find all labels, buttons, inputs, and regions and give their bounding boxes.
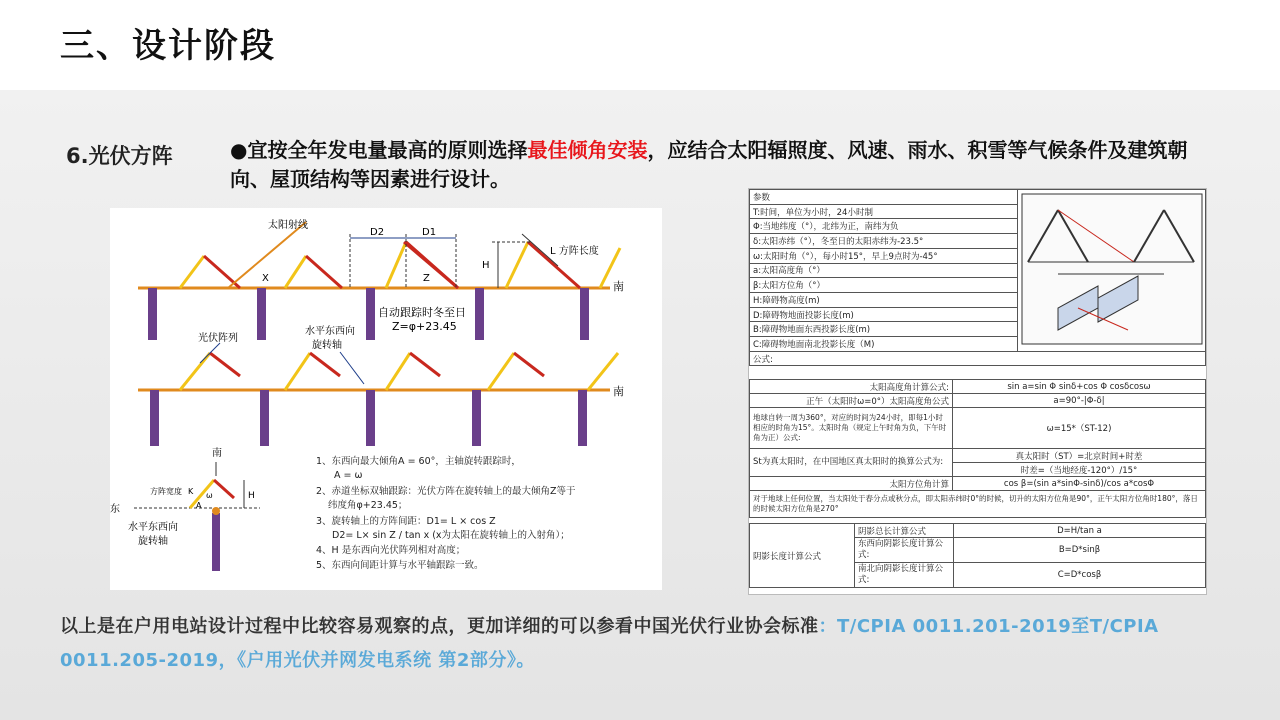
- formula-table-grid: [749, 189, 1206, 366]
- small-south-label: 南: [212, 448, 222, 459]
- formula-value: 真太阳时（ST）=北京时间+时差: [953, 449, 1206, 463]
- small-k-label: K: [188, 487, 194, 496]
- note-line-8: 5、东西向间距计算与水平轴跟踪一致。: [316, 560, 484, 571]
- bullet-marker: ●: [230, 138, 248, 162]
- tracking-note-2: Z=φ+23.45: [392, 320, 457, 333]
- bullet-highlight: 最佳倾角安装: [527, 138, 648, 162]
- bullet-text-before: 宜按全年发电量最高的原则选择: [247, 138, 528, 162]
- formula-label: 正午（太阳时ω=0°）太阳高度角公式: [750, 394, 953, 408]
- formula-label: 太阳高度角计算公式:: [750, 380, 953, 394]
- note-line-5: 3、旋转轴上的方阵间距：D1= L × cos Z: [316, 516, 496, 527]
- note-line-7: 4、H 是东西向光伏阵列相对高度；: [316, 545, 466, 556]
- formula-value: 时差=（当地经度-120°）/15°: [953, 463, 1206, 477]
- param-row: B:障碍物地面东西投影长度(m): [750, 322, 1018, 337]
- note-line-3: 2、赤道坐标双轴跟踪：光伏方阵在旋转轴上的最大倾角Z等于: [316, 486, 576, 497]
- h-label: H: [482, 260, 490, 271]
- formula-value: a=90°-|Φ-δ|: [953, 394, 1206, 408]
- d2-label: D2: [370, 227, 385, 238]
- small-h-label: H: [248, 491, 255, 501]
- shadow-value: C=D*cosβ: [954, 563, 1206, 588]
- footer-text: 以上是在户用电站设计过程中比较容易观察的点，更加详细的可以参看中国光伏行业协会标准: [60, 616, 819, 637]
- array-label: 光伏阵列: [198, 333, 238, 344]
- param-row: T:时间，单位为小时，24小时制: [750, 204, 1018, 219]
- param-row: β:太阳方位角（°）: [750, 278, 1018, 293]
- shadow-label: 阴影总长计算公式: [855, 524, 954, 538]
- x-label: X: [262, 273, 269, 284]
- small-omega-label: ω: [206, 491, 213, 500]
- formula-value: sin a=sin Φ sinδ+cos Φ cosδcosω: [953, 380, 1206, 394]
- bullet-text-after: ，应结合太阳辐照度、风速、雨水、积雪等气候条件及建筑朝向、屋顶结构等因素进行设计。: [230, 138, 1188, 191]
- shadow-value: B=D*sinβ: [954, 538, 1206, 563]
- formula-value: cos β=(sin a*sinΦ-sinδ)/cos a*cosΦ: [953, 477, 1206, 491]
- section-label: 6.光伏方阵: [66, 144, 173, 168]
- param-row: a:太阳高度角（°）: [750, 263, 1018, 278]
- param-row: H:障碍物高度(m): [750, 293, 1018, 308]
- small-a-label: A: [196, 501, 202, 510]
- footer-paragraph: [60, 610, 1210, 678]
- shadow-table: [749, 523, 1206, 588]
- formula-label: St为真太阳时，在中国地区真太阳时的换算公式为:: [750, 449, 953, 477]
- small-east-label: 东: [110, 504, 120, 515]
- shadow-label: 东西向阴影长度计算公式:: [855, 538, 954, 563]
- bullet-paragraph: [230, 136, 1220, 194]
- note-line-2: A = ω: [334, 470, 363, 481]
- small-axis-label-2: 旋转轴: [138, 536, 168, 547]
- sun-ray-label: 太阳射线: [268, 220, 308, 231]
- note-line-4: 纬度角φ+23.45；: [328, 500, 408, 511]
- formula-table: [748, 188, 1207, 595]
- formula-label: 地球自转一周为360°，对应的时间为24小时，即每1小时相应的时角为15°。太阳时角（规定上午时角为负，下午时角为正）公式:: [750, 408, 953, 449]
- shadow-label: 南北向阴影长度计算公式:: [855, 563, 954, 588]
- page-title: 三、设计阶段: [60, 26, 276, 66]
- params-header: 参数: [750, 190, 1018, 205]
- axis-label-2: 旋转轴: [312, 340, 342, 351]
- param-row: C:障碍物地面南北投影长度（M): [750, 337, 1018, 352]
- formula-label: 太阳方位角计算: [750, 477, 953, 491]
- shadow-group-label: 阴影长度计算公式: [750, 524, 855, 588]
- note-line-1: 1、东西向最大倾角A = 60°，主轴旋转跟踪时，: [316, 456, 521, 467]
- formula-value: ω=15*（ST-12): [953, 408, 1206, 449]
- footer-standard-link[interactable]: ：T/CPIA 0011.201-2019至T/CPIA 0011.205-2019，《户用光伏并网发电系统 第2部分》。: [60, 616, 1159, 671]
- south-label-1: 南: [613, 280, 624, 293]
- formula-header: 公式:: [750, 352, 1206, 366]
- tracking-note-1: 自动跟踪时冬至日: [378, 306, 466, 319]
- small-axis-label-1: 水平东西向: [128, 522, 178, 533]
- tracking-diagram-svg: [110, 208, 662, 590]
- param-row: Φ:当地纬度（°），北纬为正，南纬为负: [750, 219, 1018, 234]
- axis-label-1: 水平东西向: [305, 326, 355, 337]
- param-row: δ:太阳赤纬（°），冬至日的太阳赤纬为-23.5°: [750, 234, 1018, 249]
- south-label-2: 南: [613, 385, 624, 398]
- param-row: D:障碍物地面投影长度(m): [750, 307, 1018, 322]
- sun-geometry-diagram: [1018, 190, 1206, 352]
- formula-rows: [749, 379, 1206, 518]
- note-line-6: D2= L× sin Z / tan x (x为太阳在旋转轴上的入射角）；: [332, 530, 570, 541]
- shadow-value: D=H/tan a: [954, 524, 1206, 538]
- small-width-label: 方阵宽度: [150, 487, 182, 496]
- param-row: ω:太阳时角（°），每小时15°，早上9点时为-45°: [750, 248, 1018, 263]
- formula-note: 对于地球上任何位置，当太阳处于春分点或秋分点，即太阳赤纬时0°的时候，切升的太阳方位角是90°，正午太阳方位角时180°，落日的时候太阳方位角是270°: [750, 491, 1206, 518]
- tracking-diagram: [110, 208, 662, 590]
- l-label: L 方阵长度: [550, 246, 599, 257]
- d1-label: D1: [422, 227, 437, 238]
- z-label: Z: [423, 273, 430, 284]
